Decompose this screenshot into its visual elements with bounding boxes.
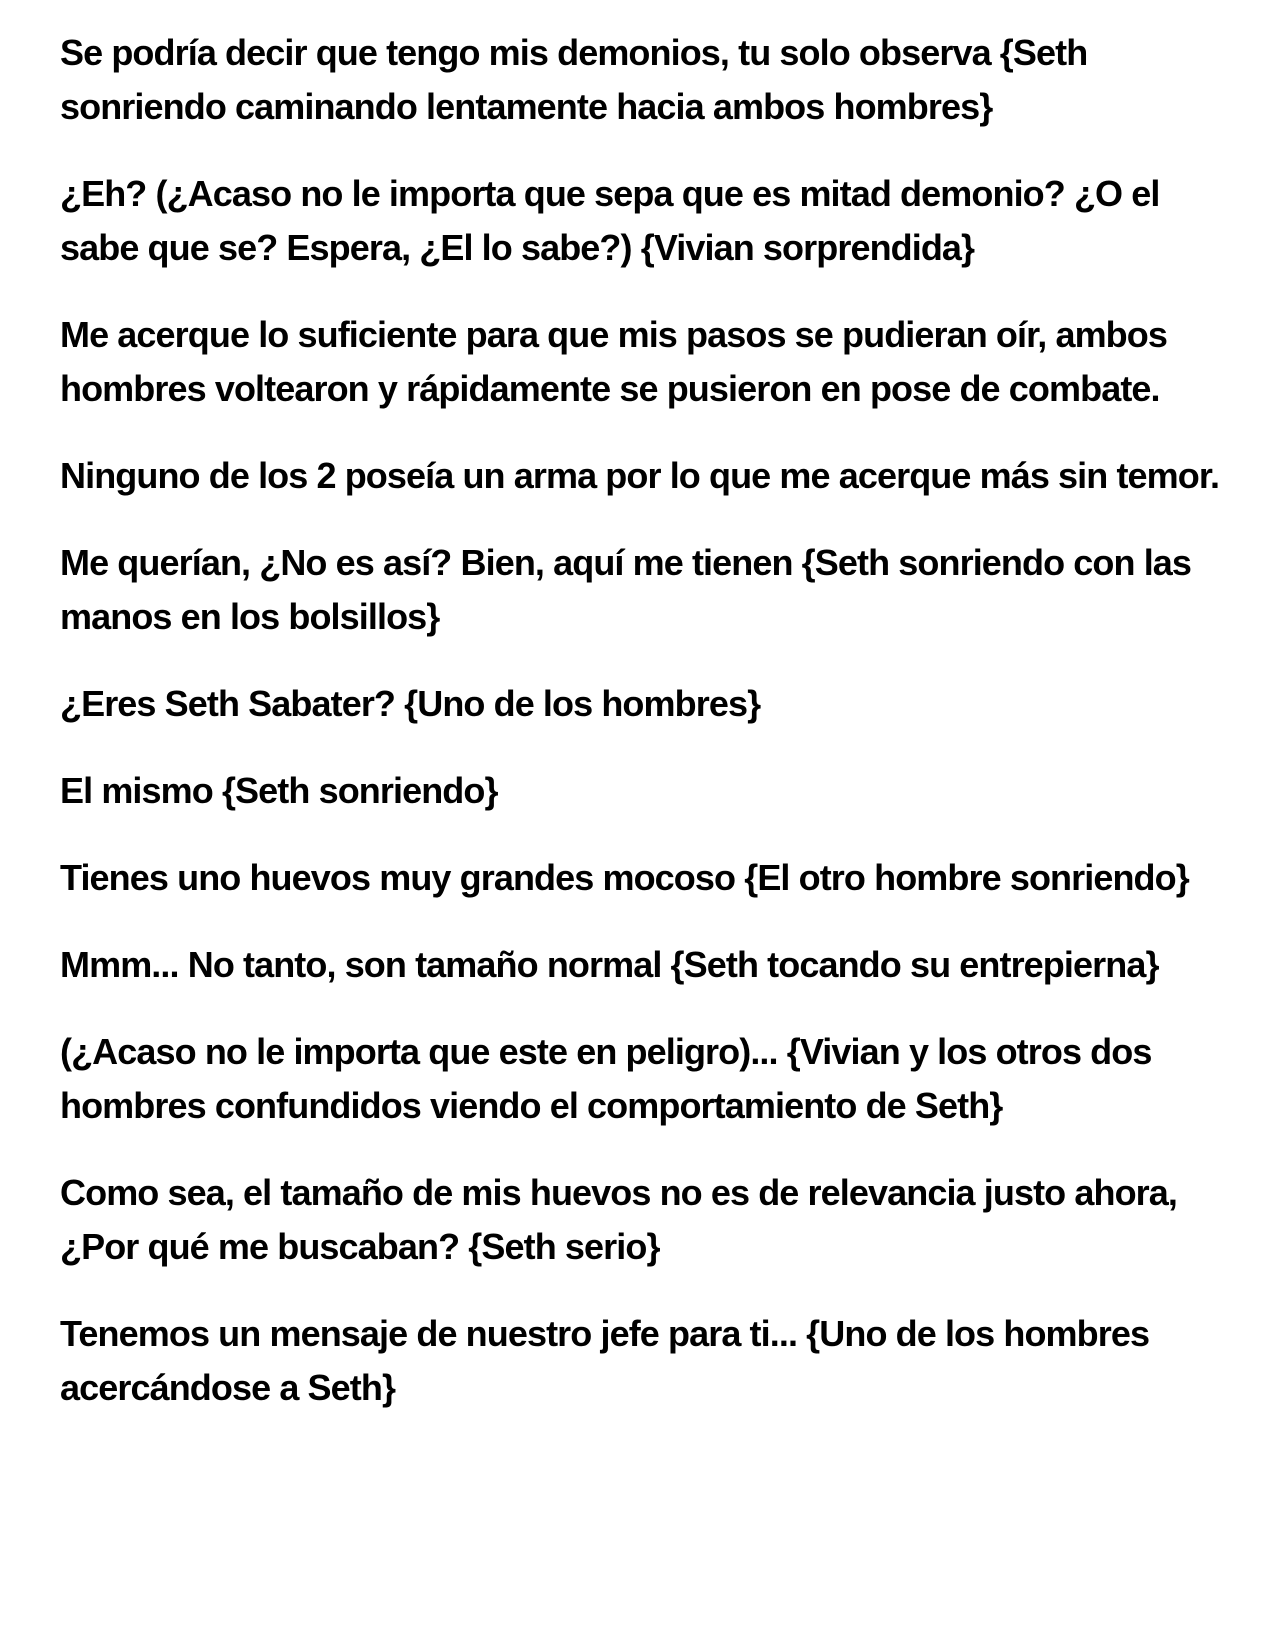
paragraph: Tenemos un mensaje de nuestro jefe para ti... {Uno de los hombres acercándose a Seth} [60,1313,1150,1408]
paragraph: Mmm... No tanto, son tamaño normal {Seth tocando su entrepierna} [60,944,1159,985]
paragraph: El mismo {Seth sonriendo} [60,770,498,811]
paragraph: ¿Eres Seth Sabater? {Uno de los hombres} [60,683,761,724]
paragraph: Me acerque lo suficiente para que mis pasos se pudieran oír, ambos hombres voltearon y rápidamente se pusieron en pose de combate. [60,314,1167,409]
paragraph: Me querían, ¿No es así? Bien, aquí me tienen {Seth sonriendo con las manos en los bolsillos} [60,542,1192,637]
paragraph: Como sea, el tamaño de mis huevos no es de relevancia justo ahora, ¿Por qué me buscaban? {Seth serio} [60,1172,1177,1267]
document-page [60,26,1230,1448]
paragraph: Ninguno de los 2 poseía un arma por lo que me acerque más sin temor. [60,455,1220,496]
paragraph: ¿Eh? (¿Acaso no le importa que sepa que es mitad demonio? ¿O el sabe que se? Espera, ¿El lo sabe?) {Vivian sorprendida} [60,173,1160,268]
paragraph: (¿Acaso no le importa que este en peligro)... {Vivian y los otros dos hombres confundidos viendo el comportamiento de Seth} [60,1031,1152,1126]
paragraph: Se podría decir que tengo mis demonios, tu solo observa {Seth sonriendo caminando lentamente hacia ambos hombres} [60,32,1088,127]
paragraph: Tienes uno huevos muy grandes mocoso {El otro hombre sonriendo} [60,857,1189,898]
